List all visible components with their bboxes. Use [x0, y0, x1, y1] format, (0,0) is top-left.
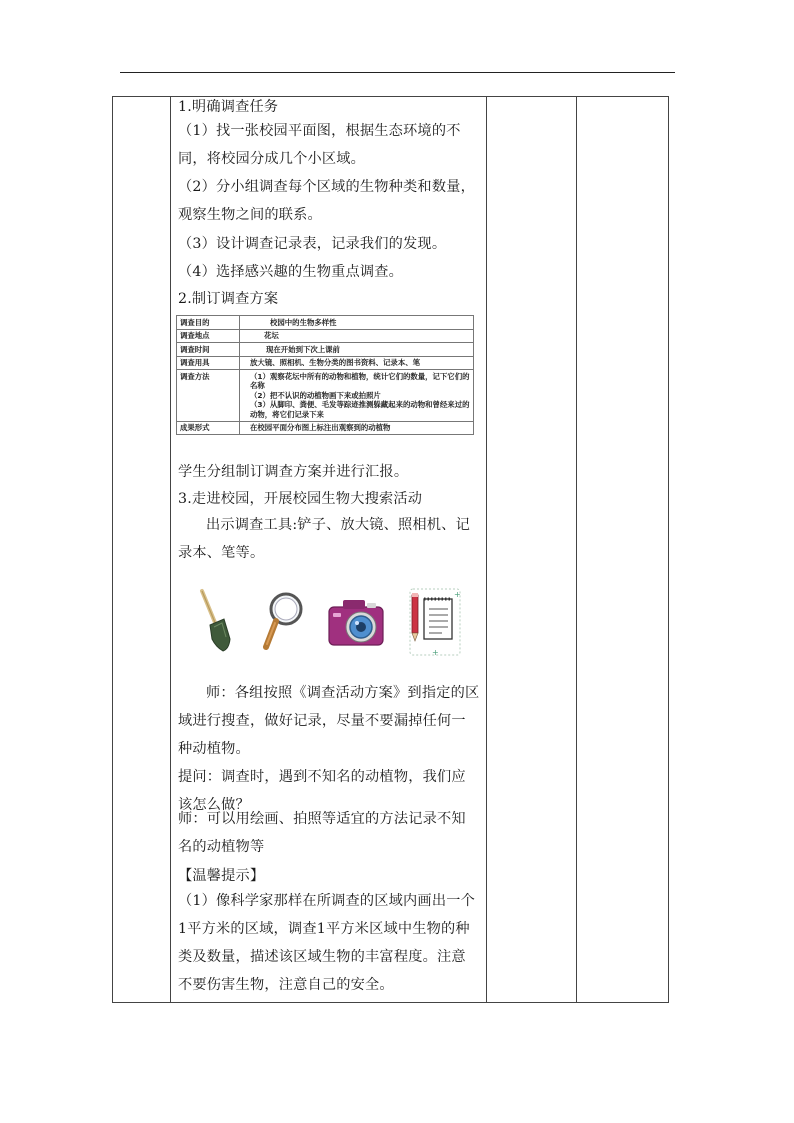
table-row — [177, 370, 474, 422]
task-item-4: （4）选择感兴趣的生物重点调查。 — [178, 264, 404, 280]
plan-value: 放大镜、照相机、生物分类的图书资料、记录本、笔 — [240, 356, 474, 370]
plan-key: 调查地点 — [177, 329, 240, 343]
table-row — [177, 329, 474, 343]
plan-key: 调查用具 — [177, 356, 240, 370]
plan-value: 现在开始到下次上课前 — [240, 343, 474, 357]
plan-key: 调查时间 — [177, 343, 240, 357]
tools-text: 出示调查工具:铲子、放大镜、照相机、记录本、笔等。 — [178, 517, 470, 561]
survey-plan-table — [176, 315, 474, 435]
shovel-icon — [192, 587, 236, 655]
lesson-table — [112, 96, 669, 1003]
task-item-1: （1）找一张校园平面图，根据生态环境的不同，将校园分成几个小区域。 — [178, 123, 461, 167]
task-heading: 1.明确调查任务 — [178, 99, 279, 115]
plan-value: 校园中的生物多样性 — [240, 316, 474, 330]
tip-heading: 【温馨提示】 — [178, 868, 265, 884]
plan-key: 调查目的 — [177, 316, 240, 330]
table-row — [177, 316, 474, 330]
activity-heading: 3.走进校园，开展校园生物大搜索活动 — [178, 491, 423, 507]
plan-key: 成果形式 — [177, 421, 240, 435]
plan-value: （1）观察花坛中所有的动物和植物，统计它们的数量，记下它们的名称 （2）把不认识的动植物画下来或拍照片 （3）从脚印、粪便、毛发等踪迹推测躲藏起来的动物和曾经来过的动物，将它们记录下来 — [240, 370, 474, 422]
teaching-content-column — [172, 97, 485, 1002]
question-text: 提问：调查时，遇到不知名的动植物，我们应该怎么做？ — [178, 769, 466, 813]
plan-report: 学生分组制订调查方案并进行汇报。 — [178, 464, 409, 480]
teacher-answer: 师：可以用绘画、拍照等适宜的方法记录不知名的动植物等 — [178, 811, 466, 855]
task-item-3: （3）设计调查记录表，记录我们的发现。 — [178, 236, 447, 252]
svg-text:+: + — [432, 648, 439, 657]
magnifier-icon — [260, 587, 304, 655]
table-row — [177, 343, 474, 357]
column-divider — [170, 97, 171, 1002]
task-item-2: （2）分小组调查每个区域的生物种类和数量，观察生物之间的联系。 — [178, 179, 475, 223]
plan-heading: 2.制订调查方案 — [178, 291, 279, 307]
teacher-instruction: 师：各组按照《调查活动方案》到指定的区域进行搜查，做好记录，尽量不要漏掉任何一种动植物。 — [178, 685, 480, 757]
survey-tools-illustration — [192, 587, 472, 657]
plan-key: 调查方法 — [177, 370, 240, 422]
notebook-pencil-icon — [404, 587, 464, 659]
column-divider — [486, 97, 487, 1002]
tip-text: （1）像科学家那样在所调查的区域内画出一个1平方米的区域，调查1平方米区域中生物的种类及数量，描述该区域生物的丰富程度。注意不要伤害生物，注意自己的安全。 — [178, 893, 475, 993]
plan-value: 在校园平面分布图上标注出观察到的动植物 — [240, 421, 474, 435]
svg-text:+: + — [454, 590, 461, 599]
table-row — [177, 356, 474, 370]
header-rule — [120, 72, 675, 73]
table-row — [177, 421, 474, 435]
plan-value: 花坛 — [240, 329, 474, 343]
column-divider — [576, 97, 577, 1002]
camera-icon — [327, 587, 387, 655]
